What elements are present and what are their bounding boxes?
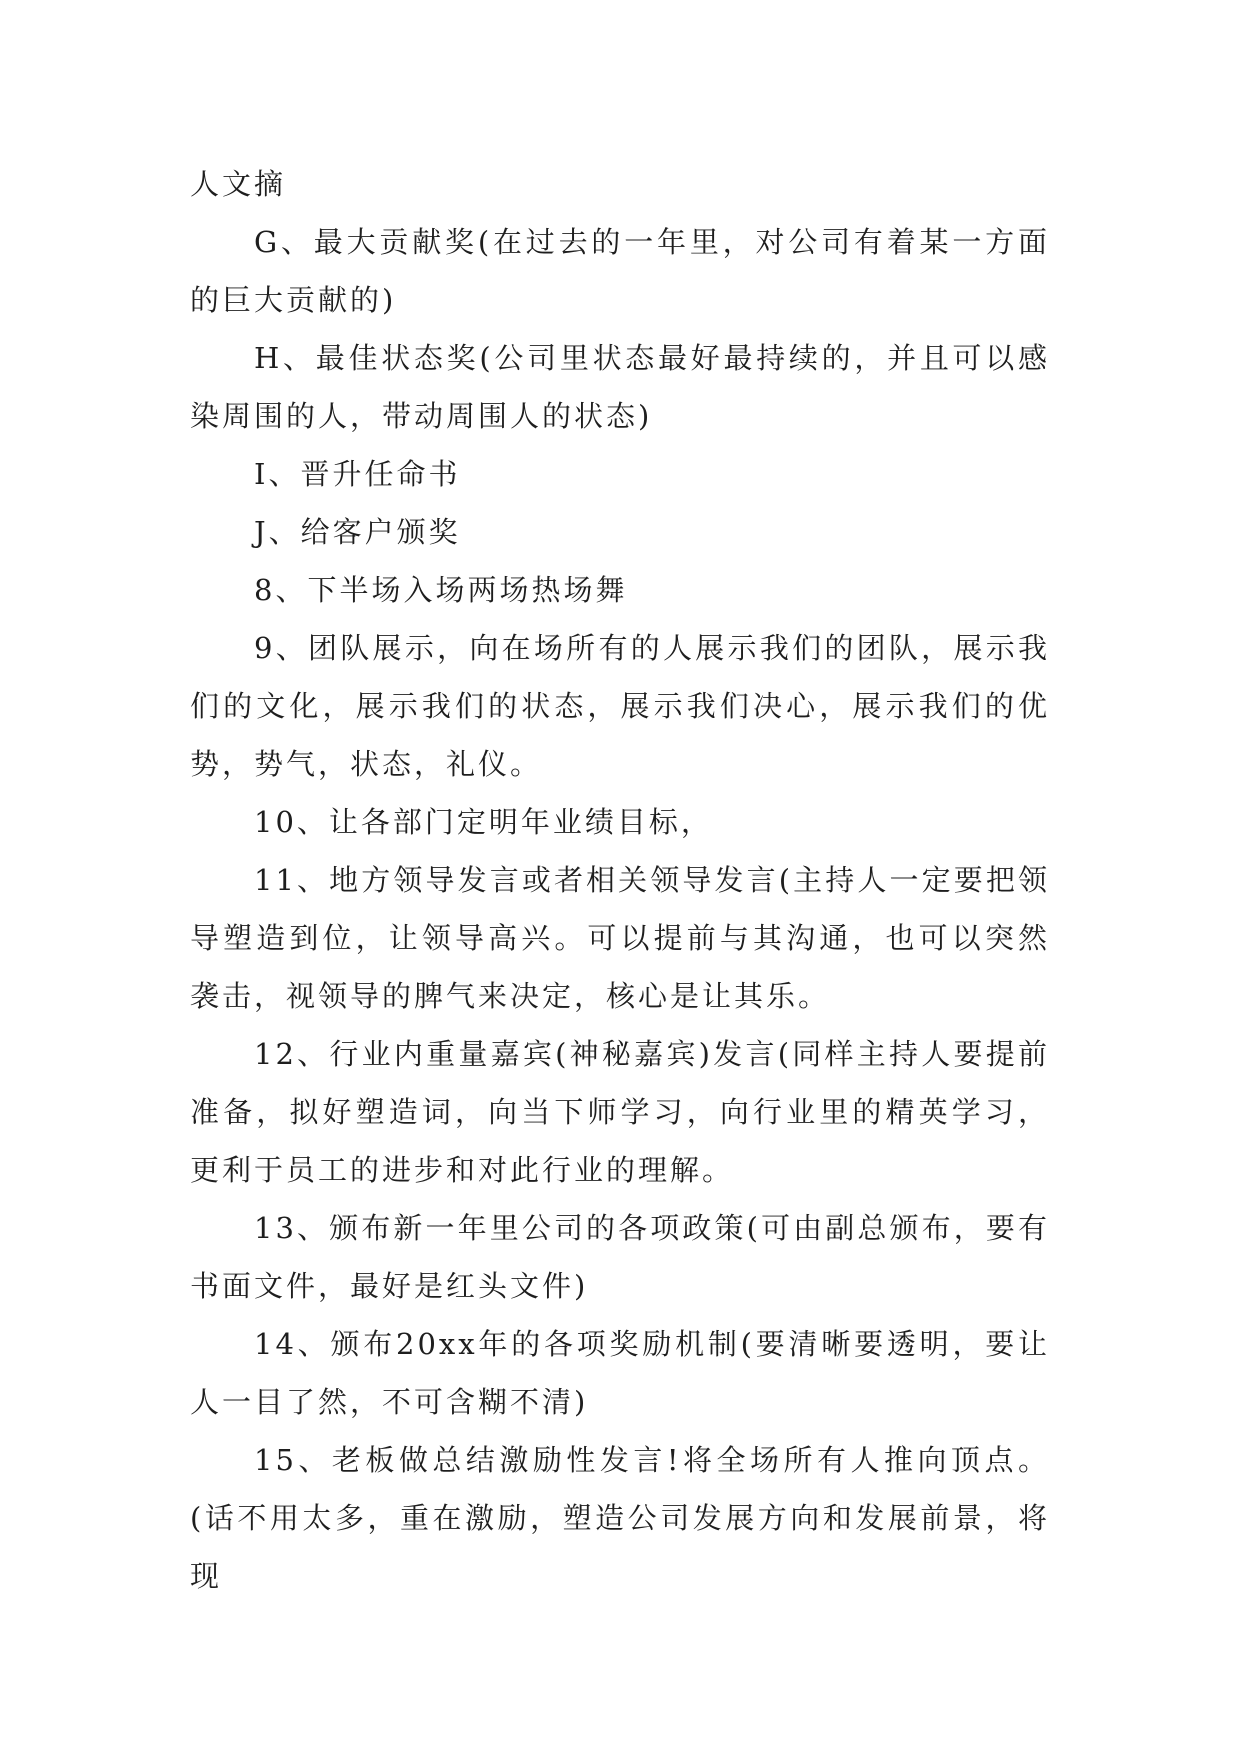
paragraph: 9、团队展示，向在场所有的人展示我们的团队，展示我们的文化，展示我们的状态，展示我们决心，展示我们的优势，势气，状态，礼仪。 <box>190 631 1050 781</box>
paragraph: H、最佳状态奖(公司里状态最好最持续的，并且可以感染周围的人，带动周围人的状态) <box>190 341 1050 433</box>
paragraph: 11、地方领导发言或者相关领导发言(主持人一定要把领导塑造到位，让领导高兴。可以提前与其沟通，也可以突然袭击，视领导的脾气来决定，核心是让其乐。 <box>190 863 1050 1013</box>
paragraph: 8、下半场入场两场热场舞 <box>254 573 628 607</box>
paragraph: 15、老板做总结激励性发言!将全场所有人推向顶点。(话不用太多，重在激励，塑造公司发展方向和发展前景，将现 <box>190 1443 1050 1593</box>
paragraph: G、最大贡献奖(在过去的一年里，对公司有着某一方面的巨大贡献的) <box>190 225 1050 317</box>
paragraph: J、给客户颁奖 <box>254 515 461 549</box>
paragraph: 12、行业内重量嘉宾(神秘嘉宾)发言(同样主持人要提前准备，拟好塑造词，向当下师学习，向行业里的精英学习，更利于员工的进步和对此行业的理解。 <box>190 1037 1050 1187</box>
paragraph: 人文摘 <box>190 167 287 201</box>
paragraph: 14、颁布20xx年的各项奖励机制(要清晰要透明，要让人一目了然，不可含糊不清) <box>190 1327 1050 1419</box>
document-body <box>190 155 1050 1605</box>
paragraph: 10、让各部门定明年业绩目标， <box>254 805 713 839</box>
paragraph: 13、颁布新一年里公司的各项政策(可由副总颁布，要有书面文件，最好是红头文件) <box>190 1211 1050 1303</box>
paragraph: I、晋升任命书 <box>254 457 461 491</box>
